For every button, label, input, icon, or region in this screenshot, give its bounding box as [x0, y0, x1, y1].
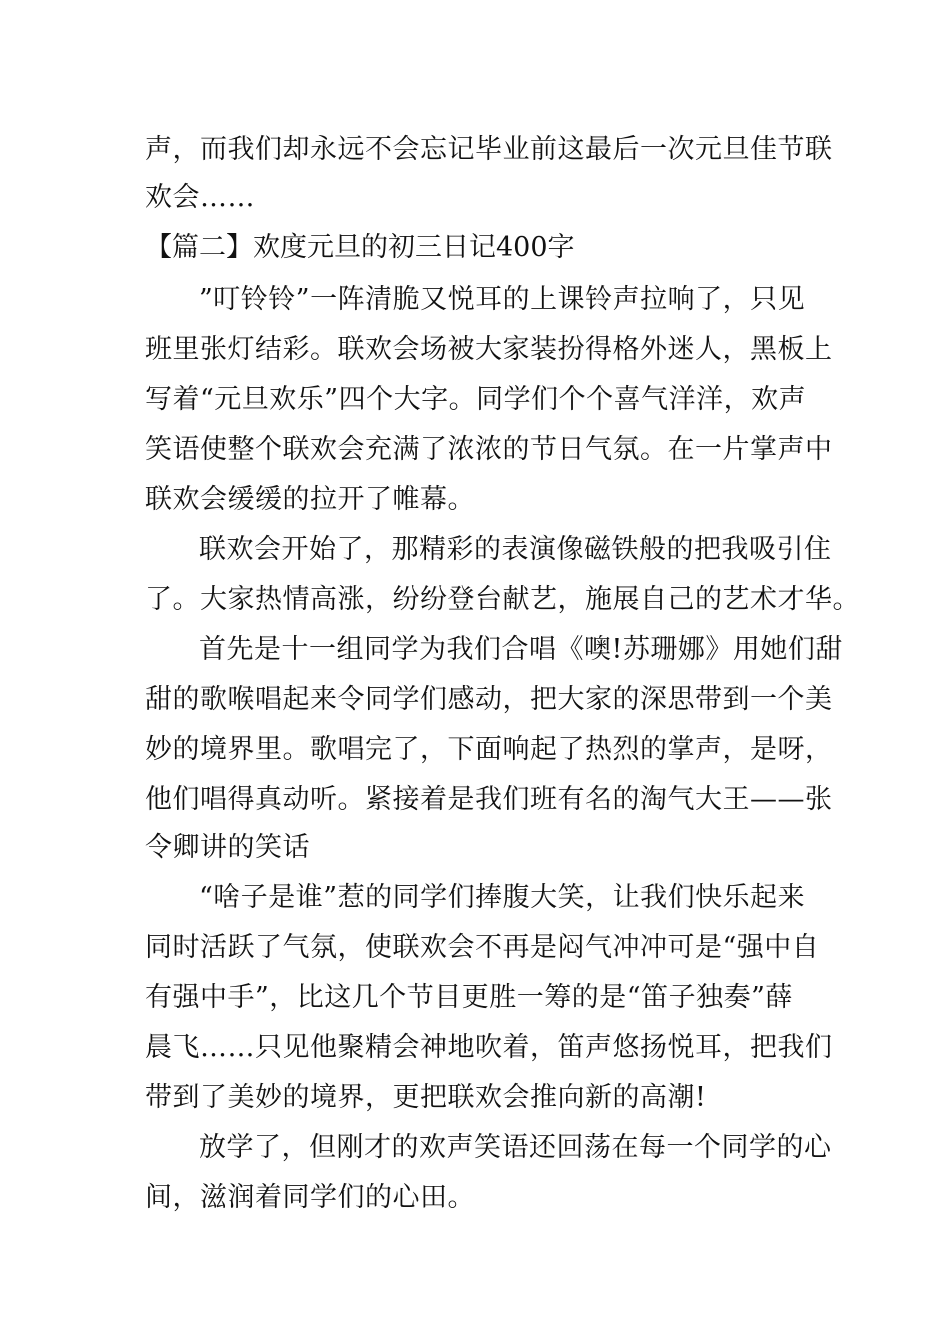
text-line: 间，滋润着同学们的心田。 [145, 1182, 475, 1213]
text-line: 首先是十一组同学为我们合唱《噢!苏珊娜》用她们甜 [199, 634, 843, 665]
text-line: 令卿讲的笑话 [145, 832, 310, 863]
section-heading: 【篇二】欢度元旦的初三日记400字 [145, 232, 575, 263]
text-line: 联欢会开始了，那精彩的表演像磁铁般的把我吸引住 [199, 534, 832, 565]
text-line: “啥子是谁”惹的同学们捧腹大笑，让我们快乐起来 [199, 882, 806, 913]
text-line: 欢会…… [145, 182, 255, 213]
text-line: 了。大家热情高涨，纷纷登台献艺，施展自己的艺术才华。 [145, 584, 860, 615]
text-line: 他们唱得真动听。紧接着是我们班有名的淘气大王——张 [145, 784, 833, 815]
text-line: 甜的歌喉唱起来令同学们感动，把大家的深思带到一个美 [145, 684, 833, 715]
text-line: 联欢会缓缓的拉开了帷幕。 [145, 484, 475, 515]
text-line: 有强中手”，比这几个节目更胜一筹的是“笛子独奏”薛 [145, 982, 793, 1013]
text-line: 同时活跃了气氛，使联欢会不再是闷气冲冲可是“强中自 [145, 932, 820, 963]
text-line: 笑语使整个联欢会充满了浓浓的节日气氛。在一片掌声中 [145, 434, 833, 465]
text-line: 带到了美妙的境界，更把联欢会推向新的高潮! [145, 1082, 707, 1113]
text-line: 班里张灯结彩。联欢会场被大家装扮得格外迷人，黑板上 [145, 334, 833, 365]
text-line: ”叮铃铃”一阵清脆又悦耳的上课铃声拉响了，只见 [199, 284, 806, 315]
text-line: 放学了，但刚才的欢声笑语还回荡在每一个同学的心 [199, 1132, 832, 1163]
text-line: 写着“元旦欢乐”四个大字。同学们个个喜气洋洋，欢声 [145, 384, 807, 415]
text-line: 妙的境界里。歌唱完了，下面响起了热烈的掌声，是呀， [145, 734, 833, 765]
text-line: 声，而我们却永远不会忘记毕业前这最后一次元旦佳节联 [145, 134, 833, 165]
text-line: 晨飞……只见他聚精会神地吹着，笛声悠扬悦耳，把我们 [145, 1032, 833, 1063]
